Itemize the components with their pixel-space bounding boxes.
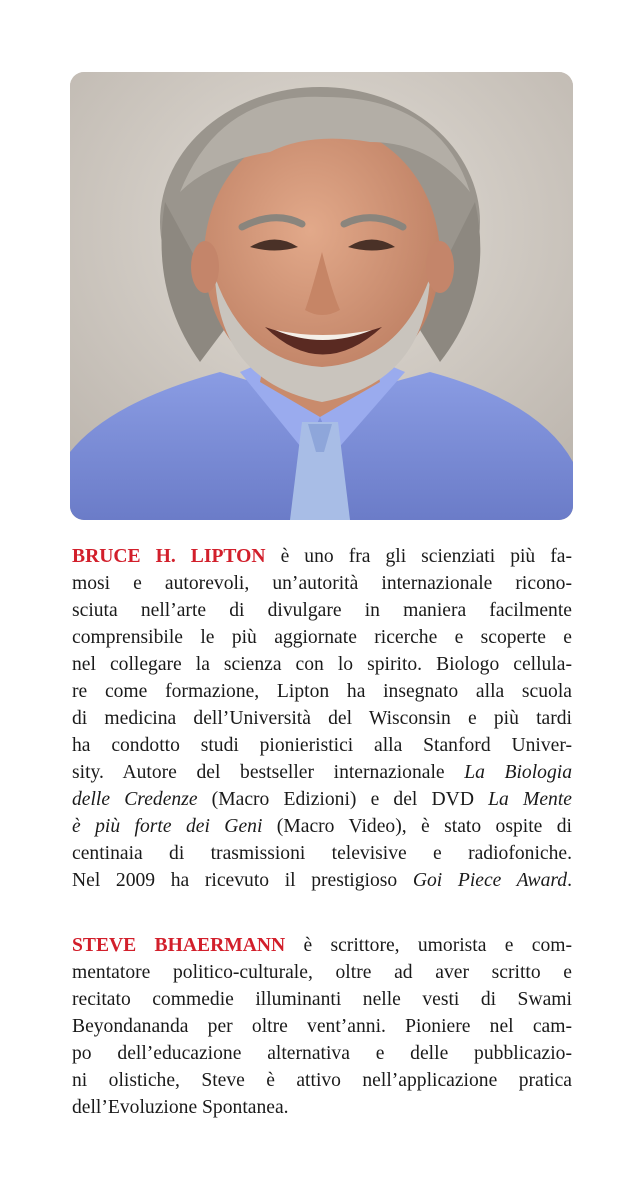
bio-lipton-line-8: ha condotto studi pionieristici alla Stanford Univer- bbox=[72, 735, 572, 756]
bio-lipton-line-3: sciuta nell’arte di divulgare in maniera facilmente bbox=[72, 600, 572, 621]
author-name-bhaermann: STEVE BHAERMANN bbox=[72, 935, 286, 956]
dvd-title-geni: è più forte dei Geni bbox=[72, 816, 263, 837]
author-name-lipton: BRUCE H. LIPTON bbox=[72, 546, 266, 567]
dvd-title-la-mente: La Mente bbox=[488, 789, 572, 810]
book-title-delle-credenze: delle Credenze bbox=[72, 789, 198, 810]
bio-lipton-line-12: centinaia di trasmissioni televisive e radiofoniche. bbox=[72, 843, 572, 864]
bio-bhaermann-line-6: ni olistiche, Steve è attivo nell’applicazione pratica bbox=[72, 1070, 572, 1091]
award-name: Goi Piece Award bbox=[412, 870, 568, 891]
bio-lipton-line-1: BRUCE H. LIPTON è uno fra gli scienziati più fa- bbox=[72, 546, 572, 567]
bio-bhaermann bbox=[72, 932, 572, 1121]
author-portrait-photo bbox=[70, 72, 573, 520]
bio-bhaermann-line-3: recitato commedie illuminanti nelle vesti di Swami bbox=[72, 989, 572, 1010]
bio-lipton-line-6: re come formazione, Lipton ha insegnato alla scuola bbox=[72, 681, 572, 702]
book-title-la-biologia: La Biologia bbox=[464, 762, 572, 783]
bio-lipton-line-5: nel collegare la scienza con lo spirito. Biologo cellula- bbox=[72, 654, 572, 675]
bio-bhaermann-line-4: Beyondananda per oltre vent’anni. Pioniere nel cam- bbox=[72, 1016, 572, 1037]
bio-lipton-line-4: comprensibile le più aggiornate ricerche e scoperte e bbox=[72, 627, 572, 648]
bio-bhaermann-line-1: STEVE BHAERMANN è scrittore, umorista e com- bbox=[72, 935, 573, 956]
portrait-illustration bbox=[70, 72, 573, 520]
bio-bhaermann-line-2: mentatore politico-culturale, oltre ad aver scritto e bbox=[72, 962, 572, 983]
bio-lipton-line-11: è più forte dei Geni (Macro Video), è stato ospite di bbox=[72, 816, 573, 837]
bio-lipton-line-9: sity. Autore del bestseller internazionale La Biologia bbox=[72, 762, 572, 783]
bio-bhaermann-line-7: dell’Evoluzione Spontanea. bbox=[72, 1097, 289, 1118]
bio-bhaermann-line-5: po dell’educazione alternativa e delle pubblicazio- bbox=[72, 1043, 572, 1064]
bio-lipton bbox=[72, 543, 572, 894]
bio-lipton-line-10: delle Credenze (Macro Edizioni) e del DVD La Mente bbox=[72, 789, 572, 810]
bio-lipton-line-2: mosi e autorevoli, un’autorità internazionale ricono- bbox=[72, 573, 572, 594]
bio-lipton-line-13: Nel 2009 ha ricevuto il prestigioso Goi Piece Award. bbox=[72, 870, 572, 891]
bio-lipton-line-7: di medicina dell’Università del Wisconsin e più tardi bbox=[72, 708, 572, 729]
